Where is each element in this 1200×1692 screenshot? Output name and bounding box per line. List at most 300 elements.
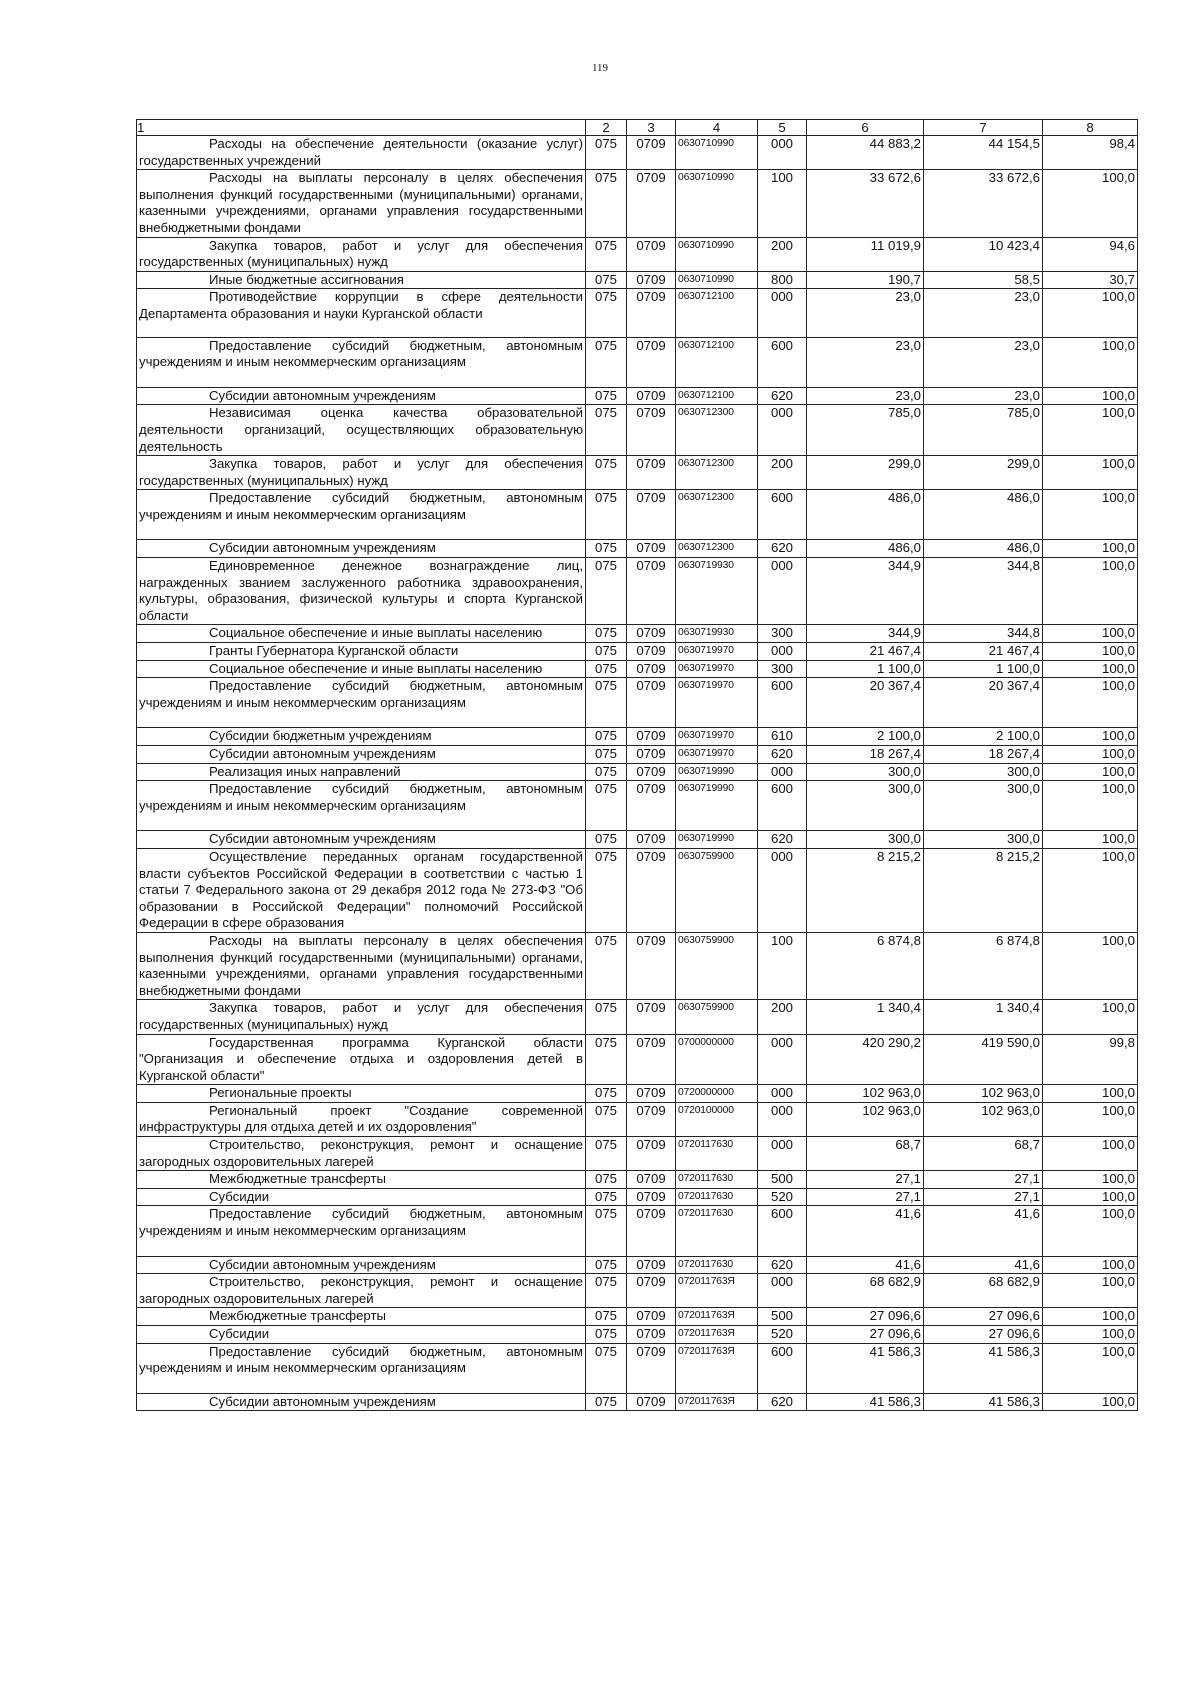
table-row: [137, 1308, 1138, 1326]
plan-amount-cell: 8 215,2: [807, 848, 924, 932]
admin-code-cell: 075: [586, 1274, 627, 1308]
admin-code-cell: 075: [586, 289, 627, 337]
expense-type-cell: 600: [758, 781, 807, 831]
plan-amount-cell: 102 963,0: [807, 1085, 924, 1103]
section-code-cell: 0709: [627, 1274, 676, 1308]
actual-amount-cell: 27 096,6: [924, 1326, 1043, 1344]
plan-amount-cell: 41,6: [807, 1256, 924, 1274]
percent-cell: 100,0: [1043, 1256, 1138, 1274]
percent-cell: 100,0: [1043, 1137, 1138, 1171]
table-row: [137, 170, 1138, 237]
row-name-cell: Расходы на выплаты персоналу в целях обеспечения выполнения функций государственными (муниципальными) органами, казенными учреждениями, органами управления государственными внебюджетными фондами: [137, 932, 586, 999]
admin-code-cell: 075: [586, 625, 627, 643]
expense-type-cell: 200: [758, 1000, 807, 1034]
percent-cell: 98,4: [1043, 136, 1138, 170]
row-name-cell: Противодействие коррупции в сфере деятельности Департамента образования и науки Курганской области: [137, 289, 586, 337]
admin-code-cell: 075: [586, 237, 627, 271]
admin-code-cell: 075: [586, 1137, 627, 1171]
section-code-cell: 0709: [627, 625, 676, 643]
actual-amount-cell: 300,0: [924, 831, 1043, 849]
expense-type-cell: 200: [758, 237, 807, 271]
expense-type-cell: 600: [758, 337, 807, 387]
expense-type-cell: 620: [758, 540, 807, 558]
section-code-cell: 0709: [627, 1308, 676, 1326]
admin-code-cell: 075: [586, 1102, 627, 1136]
table-row: [137, 490, 1138, 540]
target-code-cell: 0700000000: [676, 1034, 758, 1085]
percent-cell: 100,0: [1043, 932, 1138, 999]
percent-cell: 100,0: [1043, 405, 1138, 456]
actual-amount-cell: 419 590,0: [924, 1034, 1043, 1085]
table-row: [137, 1137, 1138, 1171]
plan-amount-cell: 11 019,9: [807, 237, 924, 271]
target-code-cell: 0720117630: [676, 1137, 758, 1171]
section-code-cell: 0709: [627, 237, 676, 271]
row-name-cell: Осуществление переданных органам государственной власти субъектов Российской Федерации в соответствии с частью 1 статьи 7 Федерального закона от 29 декабря 2012 года № 273-ФЗ "Об образовании в Российской Федерации" полномочий Российской Федерации в сфере образования: [137, 848, 586, 932]
target-code-cell: 0630719990: [676, 831, 758, 849]
section-code-cell: 0709: [627, 746, 676, 764]
actual-amount-cell: 102 963,0: [924, 1085, 1043, 1103]
expense-type-cell: 000: [758, 848, 807, 932]
expense-type-cell: 200: [758, 456, 807, 490]
section-code-cell: 0709: [627, 781, 676, 831]
expense-type-cell: 000: [758, 136, 807, 170]
target-code-cell: 0630710990: [676, 237, 758, 271]
expense-type-cell: 300: [758, 625, 807, 643]
actual-amount-cell: 23,0: [924, 289, 1043, 337]
plan-amount-cell: 486,0: [807, 490, 924, 540]
row-name-cell: Иные бюджетные ассигнования: [137, 271, 586, 289]
target-code-cell: 0630712100: [676, 387, 758, 405]
target-code-cell: 072011763Я: [676, 1343, 758, 1393]
actual-amount-cell: 6 874,8: [924, 932, 1043, 999]
section-code-cell: 0709: [627, 728, 676, 746]
plan-amount-cell: 102 963,0: [807, 1102, 924, 1136]
row-name-cell: Субсидии: [137, 1188, 586, 1206]
section-code-cell: 0709: [627, 558, 676, 625]
admin-code-cell: 075: [586, 170, 627, 237]
row-name-cell: Закупка товаров, работ и услуг для обеспечения государственных (муниципальных) нужд: [137, 456, 586, 490]
plan-amount-cell: 27 096,6: [807, 1308, 924, 1326]
actual-amount-cell: 27 096,6: [924, 1308, 1043, 1326]
admin-code-cell: 075: [586, 781, 627, 831]
expense-type-cell: 000: [758, 1034, 807, 1085]
admin-code-cell: 075: [586, 1171, 627, 1189]
table-row: [137, 625, 1138, 643]
admin-code-cell: 075: [586, 1308, 627, 1326]
percent-cell: 100,0: [1043, 678, 1138, 728]
expense-type-cell: 600: [758, 1343, 807, 1393]
plan-amount-cell: 23,0: [807, 387, 924, 405]
target-code-cell: 0630719970: [676, 643, 758, 661]
actual-amount-cell: 300,0: [924, 763, 1043, 781]
actual-amount-cell: 58,5: [924, 271, 1043, 289]
target-code-cell: 0630710990: [676, 136, 758, 170]
table-row: [137, 1343, 1138, 1393]
actual-amount-cell: 44 154,5: [924, 136, 1043, 170]
actual-amount-cell: 23,0: [924, 387, 1043, 405]
target-code-cell: 0630719970: [676, 678, 758, 728]
section-code-cell: 0709: [627, 678, 676, 728]
expense-type-cell: 600: [758, 678, 807, 728]
percent-cell: 100,0: [1043, 781, 1138, 831]
row-name-cell: Предоставление субсидий бюджетным, автономным учреждениям и иным некоммерческим организациям: [137, 1343, 586, 1393]
table-row: [137, 1171, 1138, 1189]
admin-code-cell: 075: [586, 643, 627, 661]
target-code-cell: 0630710990: [676, 170, 758, 237]
section-code-cell: 0709: [627, 136, 676, 170]
target-code-cell: 0630719930: [676, 558, 758, 625]
section-code-cell: 0709: [627, 848, 676, 932]
table-row: [137, 456, 1138, 490]
section-code-cell: 0709: [627, 763, 676, 781]
actual-amount-cell: 1 340,4: [924, 1000, 1043, 1034]
admin-code-cell: 075: [586, 1188, 627, 1206]
section-code-cell: 0709: [627, 289, 676, 337]
target-code-cell: 0720117630: [676, 1188, 758, 1206]
admin-code-cell: 075: [586, 540, 627, 558]
table-row: [137, 763, 1138, 781]
expense-type-cell: 500: [758, 1171, 807, 1189]
expense-type-cell: 300: [758, 660, 807, 678]
budget-table: [136, 119, 1138, 1411]
target-code-cell: 0630712100: [676, 337, 758, 387]
plan-amount-cell: 190,7: [807, 271, 924, 289]
percent-cell: 30,7: [1043, 271, 1138, 289]
percent-cell: 100,0: [1043, 1393, 1138, 1411]
table-row: [137, 746, 1138, 764]
admin-code-cell: 075: [586, 1206, 627, 1256]
target-code-cell: 0630719970: [676, 660, 758, 678]
plan-amount-cell: 27,1: [807, 1171, 924, 1189]
percent-cell: 100,0: [1043, 746, 1138, 764]
row-name-cell: Расходы на обеспечение деятельности (оказание услуг) государственных учреждений: [137, 136, 586, 170]
expense-type-cell: 620: [758, 1393, 807, 1411]
percent-cell: 94,6: [1043, 237, 1138, 271]
header-cell: 6: [807, 120, 924, 136]
target-code-cell: 0630759900: [676, 932, 758, 999]
expense-type-cell: 000: [758, 405, 807, 456]
table-row: [137, 728, 1138, 746]
row-name-cell: Предоставление субсидий бюджетным, автономным учреждениям и иным некоммерческим организациям: [137, 337, 586, 387]
percent-cell: 100,0: [1043, 1188, 1138, 1206]
row-name-cell: Субсидии автономным учреждениям: [137, 746, 586, 764]
section-code-cell: 0709: [627, 387, 676, 405]
expense-type-cell: 800: [758, 271, 807, 289]
table-row: [137, 1034, 1138, 1085]
percent-cell: 100,0: [1043, 540, 1138, 558]
row-name-cell: Закупка товаров, работ и услуг для обеспечения государственных (муниципальных) нужд: [137, 237, 586, 271]
section-code-cell: 0709: [627, 540, 676, 558]
plan-amount-cell: 300,0: [807, 763, 924, 781]
target-code-cell: 0630712300: [676, 456, 758, 490]
actual-amount-cell: 27,1: [924, 1171, 1043, 1189]
table-row: [137, 932, 1138, 999]
expense-type-cell: 000: [758, 1102, 807, 1136]
percent-cell: 100,0: [1043, 1343, 1138, 1393]
row-name-cell: Субсидии автономным учреждениям: [137, 387, 586, 405]
actual-amount-cell: 785,0: [924, 405, 1043, 456]
percent-cell: 100,0: [1043, 1102, 1138, 1136]
percent-cell: 100,0: [1043, 490, 1138, 540]
percent-cell: 100,0: [1043, 456, 1138, 490]
plan-amount-cell: 41,6: [807, 1206, 924, 1256]
table-row: [137, 1256, 1138, 1274]
row-name-cell: Закупка товаров, работ и услуг для обеспечения государственных (муниципальных) нужд: [137, 1000, 586, 1034]
plan-amount-cell: 27 096,6: [807, 1326, 924, 1344]
actual-amount-cell: 41,6: [924, 1206, 1043, 1256]
expense-type-cell: 520: [758, 1188, 807, 1206]
target-code-cell: 0630759900: [676, 1000, 758, 1034]
plan-amount-cell: 21 467,4: [807, 643, 924, 661]
header-cell: 1: [137, 120, 586, 136]
target-code-cell: 0630719970: [676, 746, 758, 764]
plan-amount-cell: 41 586,3: [807, 1343, 924, 1393]
row-name-cell: Социальное обеспечение и иные выплаты населению: [137, 660, 586, 678]
section-code-cell: 0709: [627, 932, 676, 999]
admin-code-cell: 075: [586, 831, 627, 849]
plan-amount-cell: 41 586,3: [807, 1393, 924, 1411]
expense-type-cell: 000: [758, 1085, 807, 1103]
row-name-cell: Субсидии автономным учреждениям: [137, 1393, 586, 1411]
plan-amount-cell: 299,0: [807, 456, 924, 490]
percent-cell: 100,0: [1043, 558, 1138, 625]
row-name-cell: Строительство, реконструкция, ремонт и оснащение загородных оздоровительных лагерей: [137, 1137, 586, 1171]
row-name-cell: Региональный проект "Создание современной инфраструктуры для отдыха детей и их оздоровления": [137, 1102, 586, 1136]
target-code-cell: 0720000000: [676, 1085, 758, 1103]
section-code-cell: 0709: [627, 456, 676, 490]
plan-amount-cell: 486,0: [807, 540, 924, 558]
plan-amount-cell: 300,0: [807, 781, 924, 831]
expense-type-cell: 000: [758, 1274, 807, 1308]
admin-code-cell: 075: [586, 1034, 627, 1085]
actual-amount-cell: 23,0: [924, 337, 1043, 387]
percent-cell: 100,0: [1043, 1206, 1138, 1256]
plan-amount-cell: 785,0: [807, 405, 924, 456]
admin-code-cell: 075: [586, 558, 627, 625]
plan-amount-cell: 1 100,0: [807, 660, 924, 678]
percent-cell: 100,0: [1043, 1326, 1138, 1344]
target-code-cell: 0630719990: [676, 763, 758, 781]
actual-amount-cell: 21 467,4: [924, 643, 1043, 661]
plan-amount-cell: 68 682,9: [807, 1274, 924, 1308]
section-code-cell: 0709: [627, 831, 676, 849]
percent-cell: 100,0: [1043, 1274, 1138, 1308]
actual-amount-cell: 68 682,9: [924, 1274, 1043, 1308]
admin-code-cell: 075: [586, 746, 627, 764]
plan-amount-cell: 33 672,6: [807, 170, 924, 237]
plan-amount-cell: 44 883,2: [807, 136, 924, 170]
table-row: [137, 643, 1138, 661]
actual-amount-cell: 486,0: [924, 490, 1043, 540]
section-code-cell: 0709: [627, 643, 676, 661]
header-cell: 2: [586, 120, 627, 136]
admin-code-cell: 075: [586, 763, 627, 781]
row-name-cell: Региональные проекты: [137, 1085, 586, 1103]
table-row: [137, 781, 1138, 831]
admin-code-cell: 075: [586, 660, 627, 678]
row-name-cell: Расходы на выплаты персоналу в целях обеспечения выполнения функций государственными (муниципальными) органами, казенными учреждениями, органами управления государственными внебюджетными фондами: [137, 170, 586, 237]
table-row: [137, 1000, 1138, 1034]
row-name-cell: Предоставление субсидий бюджетным, автономным учреждениям и иным некоммерческим организациям: [137, 1206, 586, 1256]
expense-type-cell: 100: [758, 932, 807, 999]
actual-amount-cell: 20 367,4: [924, 678, 1043, 728]
actual-amount-cell: 299,0: [924, 456, 1043, 490]
expense-type-cell: 000: [758, 558, 807, 625]
actual-amount-cell: 27,1: [924, 1188, 1043, 1206]
percent-cell: 100,0: [1043, 289, 1138, 337]
section-code-cell: 0709: [627, 1171, 676, 1189]
percent-cell: 100,0: [1043, 1085, 1138, 1103]
target-code-cell: 0720117630: [676, 1171, 758, 1189]
percent-cell: 100,0: [1043, 848, 1138, 932]
percent-cell: 100,0: [1043, 625, 1138, 643]
row-name-cell: Субсидии бюджетным учреждениям: [137, 728, 586, 746]
row-name-cell: Субсидии: [137, 1326, 586, 1344]
actual-amount-cell: 68,7: [924, 1137, 1043, 1171]
row-name-cell: Предоставление субсидий бюджетным, автономным учреждениям и иным некоммерческим организациям: [137, 781, 586, 831]
plan-amount-cell: 68,7: [807, 1137, 924, 1171]
target-code-cell: 0630719930: [676, 625, 758, 643]
admin-code-cell: 075: [586, 1326, 627, 1344]
table-row: [137, 1188, 1138, 1206]
percent-cell: 100,0: [1043, 1000, 1138, 1034]
percent-cell: 100,0: [1043, 1171, 1138, 1189]
section-code-cell: 0709: [627, 1085, 676, 1103]
admin-code-cell: 075: [586, 337, 627, 387]
expense-type-cell: 000: [758, 643, 807, 661]
target-code-cell: 0630719970: [676, 728, 758, 746]
target-code-cell: 0720117630: [676, 1256, 758, 1274]
table-row: [137, 831, 1138, 849]
table-row: [137, 848, 1138, 932]
section-code-cell: 0709: [627, 1343, 676, 1393]
actual-amount-cell: 18 267,4: [924, 746, 1043, 764]
expense-type-cell: 620: [758, 387, 807, 405]
section-code-cell: 0709: [627, 1326, 676, 1344]
actual-amount-cell: 10 423,4: [924, 237, 1043, 271]
table-row: [137, 1085, 1138, 1103]
admin-code-cell: 075: [586, 136, 627, 170]
percent-cell: 100,0: [1043, 831, 1138, 849]
page-number: 119: [591, 62, 609, 74]
row-name-cell: Единовременное денежное вознаграждение лиц, награжденных званием заслуженного работника здравоохранения, культуры, образования, физической культуры и спорта Курганской области: [137, 558, 586, 625]
section-code-cell: 0709: [627, 1393, 676, 1411]
section-code-cell: 0709: [627, 405, 676, 456]
actual-amount-cell: 1 100,0: [924, 660, 1043, 678]
target-code-cell: 072011763Я: [676, 1274, 758, 1308]
table-row: [137, 337, 1138, 387]
table-row: [137, 289, 1138, 337]
target-code-cell: 0630759900: [676, 848, 758, 932]
actual-amount-cell: 8 215,2: [924, 848, 1043, 932]
table-row: [137, 1326, 1138, 1344]
actual-amount-cell: 41,6: [924, 1256, 1043, 1274]
actual-amount-cell: 344,8: [924, 625, 1043, 643]
admin-code-cell: 075: [586, 1000, 627, 1034]
table-row: [137, 540, 1138, 558]
expense-type-cell: 620: [758, 746, 807, 764]
section-code-cell: 0709: [627, 271, 676, 289]
admin-code-cell: 075: [586, 1343, 627, 1393]
percent-cell: 100,0: [1043, 728, 1138, 746]
percent-cell: 100,0: [1043, 1308, 1138, 1326]
admin-code-cell: 075: [586, 932, 627, 999]
admin-code-cell: 075: [586, 1393, 627, 1411]
section-code-cell: 0709: [627, 1188, 676, 1206]
actual-amount-cell: 102 963,0: [924, 1102, 1043, 1136]
plan-amount-cell: 27,1: [807, 1188, 924, 1206]
plan-amount-cell: 1 340,4: [807, 1000, 924, 1034]
expense-type-cell: 520: [758, 1326, 807, 1344]
table-row: [137, 136, 1138, 170]
row-name-cell: Социальное обеспечение и иные выплаты населению: [137, 625, 586, 643]
row-name-cell: Межбюджетные трансферты: [137, 1308, 586, 1326]
percent-cell: 100,0: [1043, 763, 1138, 781]
actual-amount-cell: 33 672,6: [924, 170, 1043, 237]
expense-type-cell: 620: [758, 1256, 807, 1274]
expense-type-cell: 100: [758, 170, 807, 237]
target-code-cell: 0720117630: [676, 1206, 758, 1256]
header-cell: 3: [627, 120, 676, 136]
expense-type-cell: 000: [758, 289, 807, 337]
plan-amount-cell: 300,0: [807, 831, 924, 849]
section-code-cell: 0709: [627, 660, 676, 678]
target-code-cell: 072011763Я: [676, 1308, 758, 1326]
row-name-cell: Субсидии автономным учреждениям: [137, 1256, 586, 1274]
section-code-cell: 0709: [627, 170, 676, 237]
expense-type-cell: 600: [758, 1206, 807, 1256]
table-row: [137, 660, 1138, 678]
header-cell: 8: [1043, 120, 1138, 136]
actual-amount-cell: 486,0: [924, 540, 1043, 558]
plan-amount-cell: 344,9: [807, 558, 924, 625]
plan-amount-cell: 6 874,8: [807, 932, 924, 999]
actual-amount-cell: 344,8: [924, 558, 1043, 625]
row-name-cell: Субсидии автономным учреждениям: [137, 831, 586, 849]
actual-amount-cell: 300,0: [924, 781, 1043, 831]
plan-amount-cell: 23,0: [807, 337, 924, 387]
target-code-cell: 0630719990: [676, 781, 758, 831]
plan-amount-cell: 18 267,4: [807, 746, 924, 764]
table-row: [137, 1102, 1138, 1136]
percent-cell: 100,0: [1043, 660, 1138, 678]
admin-code-cell: 075: [586, 456, 627, 490]
target-code-cell: 0630710990: [676, 271, 758, 289]
section-code-cell: 0709: [627, 1137, 676, 1171]
section-code-cell: 0709: [627, 1256, 676, 1274]
admin-code-cell: 075: [586, 848, 627, 932]
admin-code-cell: 075: [586, 271, 627, 289]
header-row: [137, 120, 1138, 136]
plan-amount-cell: 344,9: [807, 625, 924, 643]
section-code-cell: 0709: [627, 1206, 676, 1256]
percent-cell: 100,0: [1043, 170, 1138, 237]
percent-cell: 99,8: [1043, 1034, 1138, 1085]
section-code-cell: 0709: [627, 490, 676, 540]
target-code-cell: 0720100000: [676, 1102, 758, 1136]
admin-code-cell: 075: [586, 387, 627, 405]
target-code-cell: 0630712100: [676, 289, 758, 337]
expense-type-cell: 500: [758, 1308, 807, 1326]
actual-amount-cell: 41 586,3: [924, 1343, 1043, 1393]
row-name-cell: Строительство, реконструкция, ремонт и оснащение загородных оздоровительных лагерей: [137, 1274, 586, 1308]
actual-amount-cell: 2 100,0: [924, 728, 1043, 746]
row-name-cell: Предоставление субсидий бюджетным, автономным учреждениям и иным некоммерческим организациям: [137, 678, 586, 728]
header-cell: 4: [676, 120, 758, 136]
plan-amount-cell: 23,0: [807, 289, 924, 337]
section-code-cell: 0709: [627, 1102, 676, 1136]
